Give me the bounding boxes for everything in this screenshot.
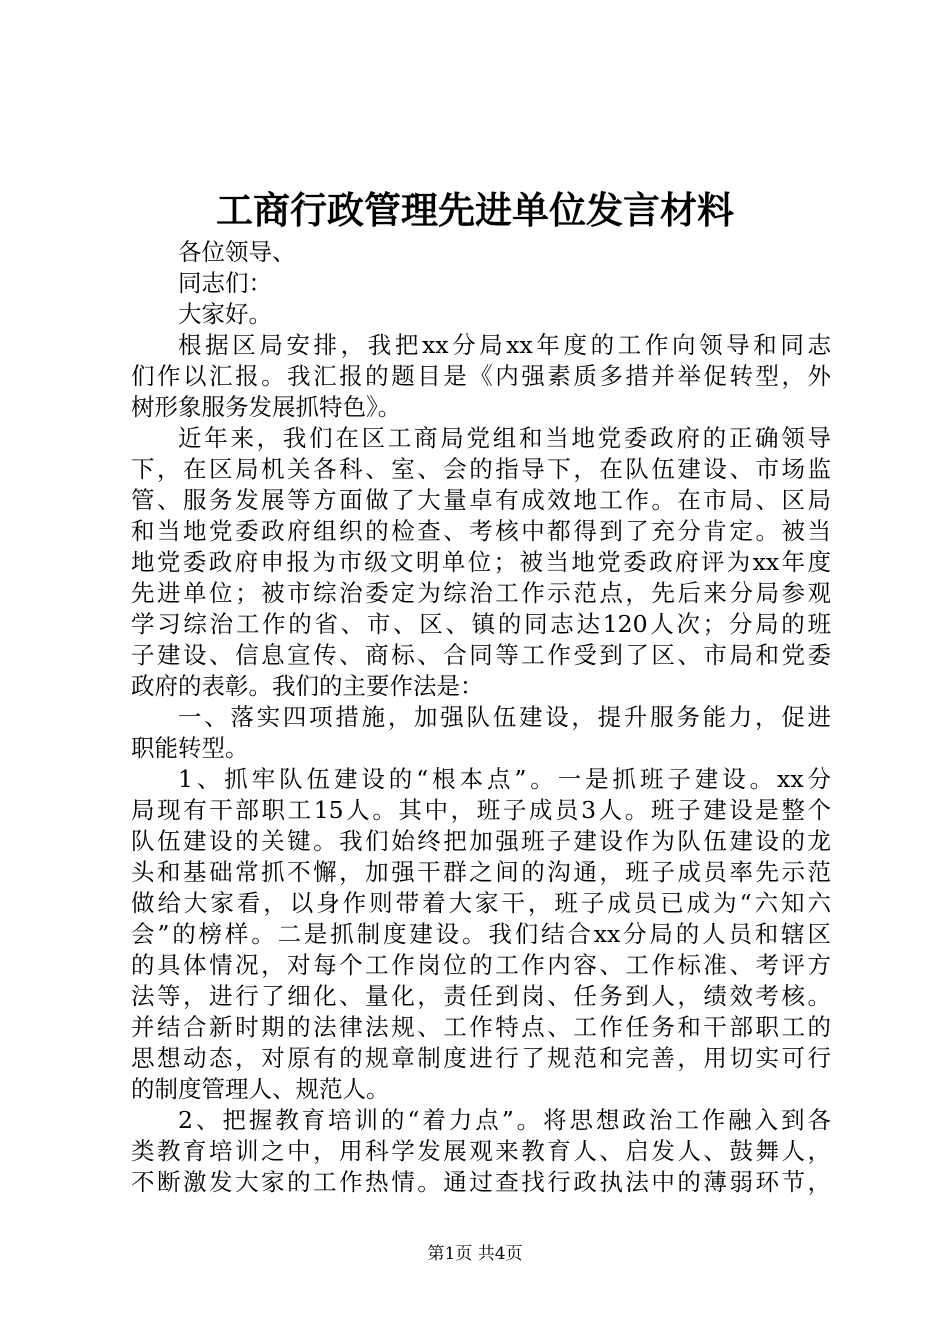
paragraph-line: 地党委政府申报为市级文明单位；被当地党委政府评为xx年度 xyxy=(131,548,831,576)
paragraph-line: 先进单位；被市综治委定为综治工作示范点，先后来分局参观 xyxy=(131,579,831,607)
paragraph-line: 管、服务发展等方面做了大量卓有成效地工作。在市局、区局 xyxy=(131,486,831,514)
paragraph-line: 子建设、信息宣传、商标、合同等工作受到了区、市局和党委 xyxy=(131,641,831,669)
document-title: 工商行政管理先进单位发言材料 xyxy=(216,188,734,232)
paragraph-line: 政府的表彰。我们的主要作法是： xyxy=(131,672,484,700)
section-heading-line: 职能转型。 xyxy=(131,734,249,762)
paragraph-line: 做给大家看，以身作则带着大家干，班子成员已成为“六知六 xyxy=(131,889,831,917)
paragraph-line: 的具体情况，对每个工作岗位的工作内容、工作标准、考评方 xyxy=(131,951,831,979)
paragraph-line: 1、抓牢队伍建设的“根本点”。一是抓班子建设。xx分 xyxy=(178,765,831,793)
salutation-line: 大家好。 xyxy=(178,300,272,328)
paragraph-line: 类教育培训之中，用科学发展观来教育人、启发人、鼓舞人， xyxy=(131,1137,831,1165)
paragraph-line: 学习综治工作的省、市、区、镇的同志达120人次；分局的班 xyxy=(131,610,831,638)
salutation-line: 同志们： xyxy=(178,269,272,297)
paragraph-line: 局现有干部职工15人。其中，班子成员3人。班子建设是整个 xyxy=(131,796,831,824)
paragraph-line: 近年来，我们在区工商局党组和当地党委政府的正确领导 xyxy=(178,424,831,452)
paragraph-line: 并结合新时期的法律法规、工作特点、工作任务和干部职工的 xyxy=(131,1013,831,1041)
paragraph-line: 2、把握教育培训的“着力点”。将思想政治工作融入到各 xyxy=(178,1106,831,1134)
paragraph-line: 树形象服务发展抓特色》。 xyxy=(131,393,402,421)
paragraph-line: 头和基础常抓不懈，加强干群之间的沟通，班子成员率先示范 xyxy=(131,858,831,886)
paragraph-line: 和当地党委政府组织的检查、考核中都得到了充分肯定。被当 xyxy=(131,517,831,545)
paragraph-line: 们作以汇报。我汇报的题目是《内强素质多措并举促转型，外 xyxy=(131,362,831,390)
paragraph-line: 下，在区局机关各科、室、会的指导下，在队伍建设、市场监 xyxy=(131,455,831,483)
paragraph-line: 队伍建设的关键。我们始终把加强班子建设作为队伍建设的龙 xyxy=(131,827,831,855)
paragraph-line: 会”的榜样。二是抓制度建设。我们结合xx分局的人员和辖区 xyxy=(131,920,831,948)
section-heading-line: 一、落实四项措施，加强队伍建设，提升服务能力，促进 xyxy=(178,703,831,731)
paragraph-line: 思想动态，对原有的规章制度进行了规范和完善，用切实可行 xyxy=(131,1044,831,1072)
paragraph-line: 根据区局安排，我把xx分局xx年度的工作向领导和同志 xyxy=(178,331,831,359)
page-number-footer: 第1页 共4页 xyxy=(427,1244,523,1264)
paragraph-line: 法等，进行了细化、量化，责任到岗、任务到人，绩效考核。 xyxy=(131,982,831,1010)
paragraph-line: 的制度管理人、规范人。 xyxy=(131,1075,390,1103)
salutation-line: 各位领导、 xyxy=(178,238,296,266)
paragraph-line: 不断激发大家的工作热情。通过查找行政执法中的薄弱环节， xyxy=(131,1168,831,1196)
